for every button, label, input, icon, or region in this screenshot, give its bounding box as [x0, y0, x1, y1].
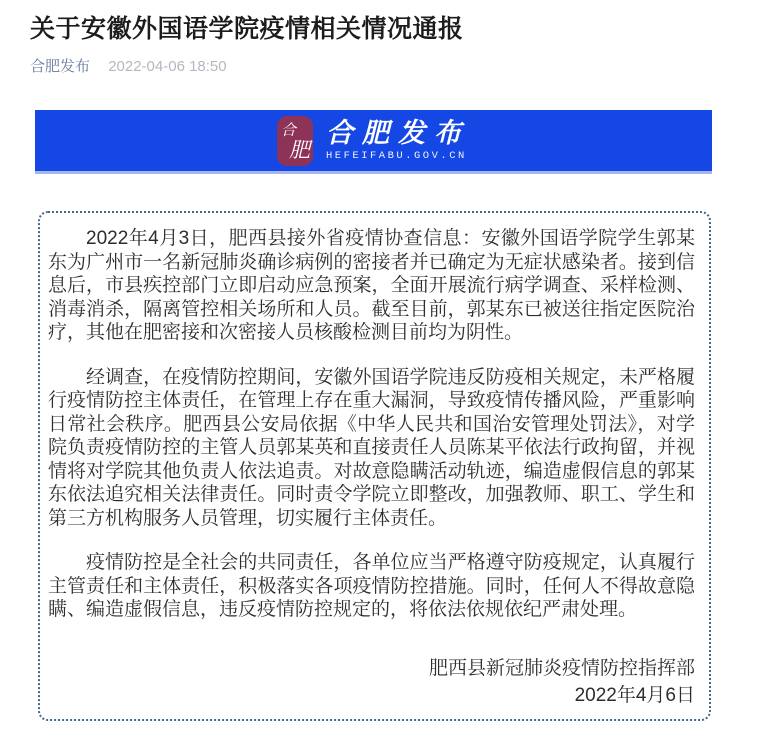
publish-time: 2022-04-06 18:50 — [108, 58, 227, 75]
notice-paragraph-1: 2022年4月3日，肥西县接外省疫情协查信息：安徽外国语学院学生郭某东为广州市一名新冠肺炎确诊病例的密接者并已确定为无症状感染者。接到信息后，市县疾控部门立即启动应急预案，全面开展流行病学调查、采样检测、消毒消杀，隔离管控相关场所和人员。截至目前，郭某东已被送往指定医院治疗，其他在肥密接和次密接人员核酸检测目前均为阴性。 — [48, 228, 695, 343]
signature-issuer: 肥西县新冠肺炎疫情防控指挥部 — [428, 657, 695, 679]
notice-paragraph-2: 经调查，在疫情防控期间，安徽外国语学院违反防疫相关规定，未严格履行疫情防控主体责任，在管理上存在重大漏洞，导致疫情传播风险，严重影响日常社会秩序。肥西县公安局依据《中华人民共和国治安管理处罚法》，对学院负责疫情防控的主管人员郭某英和直接责任人员陈某平依法行政拘留，并视情将对学院其他负责人依法追责。对故意隐瞒活动轨迹，编造虚假信息的郭某东依法追究相关法律责任。同时责令学院立即整改，加强教师、职工、学生和第三方机构服务人员管理，切实履行主体责任。 — [48, 366, 695, 529]
banner-brand-name: 合肥发布 — [326, 118, 470, 149]
seal-char-bottom: 肥 — [289, 137, 310, 162]
notice-paragraph-3: 疫情防控是全社会的共同责任，各单位应当严格遵守防疫规定，认真履行主管责任和主体责任，积极落实各项疫情防控措施。同时，任何人不得故意隐瞒、编造虚假信息，违反疫情防控规定的，将依法依规依纪严肃处理。 — [48, 552, 695, 620]
hefeifabu-banner[interactable] — [35, 110, 712, 174]
banner-domain-url: HEFEIFABU.GOV.CN — [326, 150, 467, 162]
seal-char-top: 合 — [281, 120, 297, 139]
page-title: 关于安徽外国语学院疫情相关情况通报 — [30, 15, 464, 43]
article-meta — [30, 57, 732, 77]
signature-date: 2022年4月6日 — [574, 684, 695, 706]
banner-text — [326, 119, 470, 162]
signature-block — [48, 655, 695, 709]
source-name: 合肥发布 — [30, 58, 91, 75]
notice-box — [38, 211, 711, 721]
hefei-seal-logo — [277, 116, 313, 166]
